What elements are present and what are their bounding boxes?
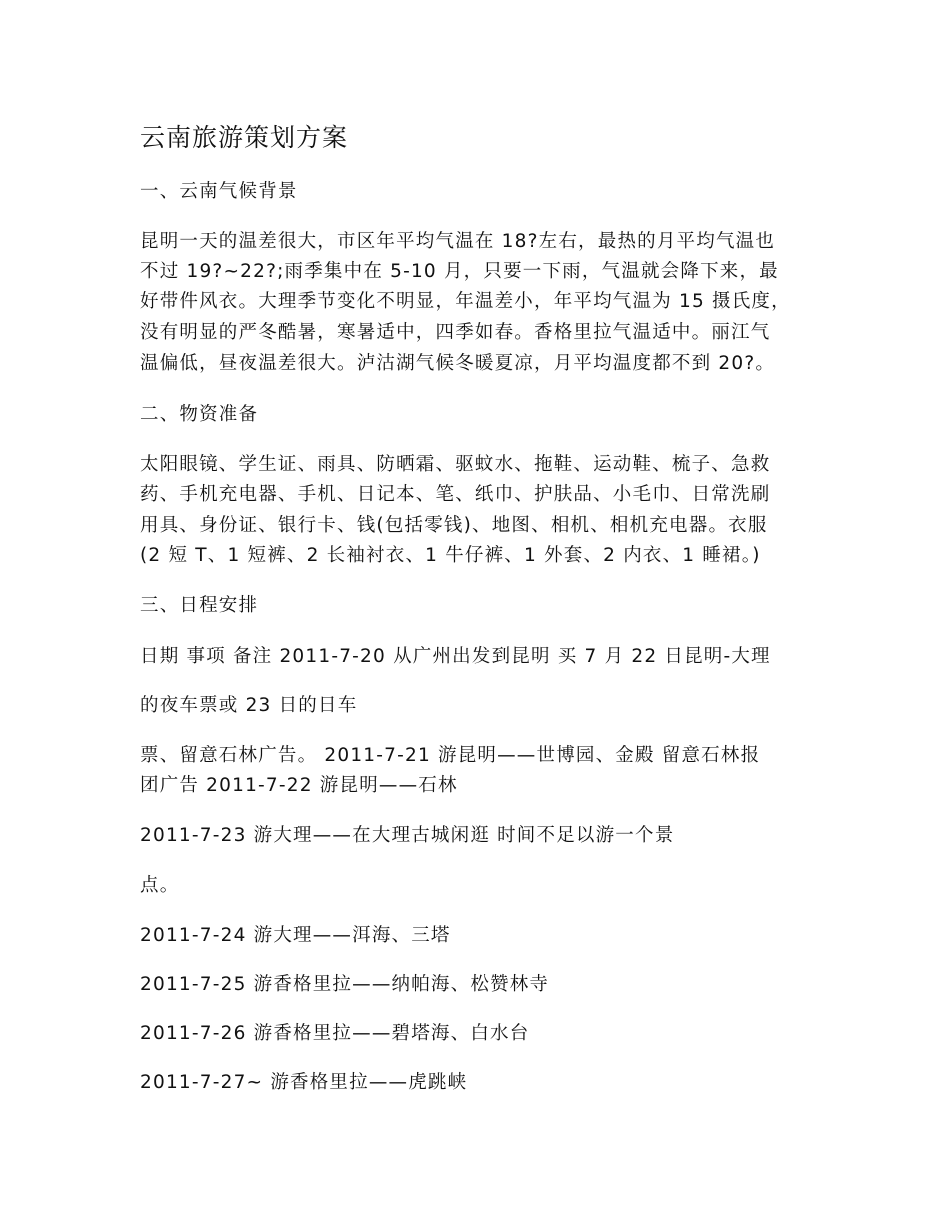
paragraph-line: 昆明一天的温差很大，市区年平均气温在 18?左右，最热的月平均气温也 (140, 231, 776, 252)
document-title: 云南旅游策划方案 (140, 123, 349, 152)
schedule-line: 2011-7-25 游香格里拉——纳帕海、松赞林寺 (140, 974, 550, 995)
section-heading-schedule: 三、日程安排 (140, 595, 259, 616)
paragraph-line: (2 短 T、1 短裤、2 长袖衬衣、1 牛仔裤、1 外套、2 内衣、1 睡裙。) (140, 545, 761, 566)
section-heading-supplies: 二、物资准备 (140, 404, 259, 425)
paragraph-line: 好带件风衣。大理季节变化不明显，年温差小，年平均气温为 15 摄氏度， (140, 291, 791, 312)
schedule-line: 日期 事项 备注 2011-7-20 从广州出发到昆明 买 7 月 22 日昆明-大理 (140, 646, 771, 667)
schedule-line: 的夜车票或 23 日的日车 (140, 695, 358, 716)
schedule-line: 2011-7-26 游香格里拉——碧塔海、白水台 (140, 1023, 530, 1044)
schedule-line: 团广告 2011-7-22 游昆明——石林 (140, 775, 458, 796)
paragraph-line: 不过 19?~22?;雨季集中在 5-10 月，只要一下雨，气温就会降下来，最 (140, 261, 779, 282)
schedule-line: 票、留意石林广告。 2011-7-21 游昆明——世博园、金殿 留意石林报 (140, 745, 761, 766)
section-heading-climate: 一、云南气候背景 (140, 181, 298, 202)
schedule-line: 2011-7-24 游大理——洱海、三塔 (140, 925, 451, 946)
paragraph-line: 用具、身份证、银行卡、钱(包括零钱)、地图、相机、相机充电器。衣服 (140, 515, 768, 536)
paragraph-line: 温偏低，昼夜温差很大。泸沽湖气候冬暖夏凉，月平均温度都不到 20?。 (140, 353, 776, 374)
schedule-line: 2011-7-23 游大理——在大理古城闲逛 时间不足以游一个景 (140, 825, 675, 846)
schedule-line: 点。 (140, 875, 180, 896)
paragraph-line: 药、手机充电器、手机、日记本、笔、纸巾、护肤品、小毛巾、日常洗刷 (140, 484, 771, 505)
schedule-line: 2011-7-27~ 游香格里拉——虎跳峡 (140, 1072, 468, 1093)
paragraph-line: 太阳眼镜、学生证、雨具、防晒霜、驱蚊水、拖鞋、运动鞋、梳子、急救 (140, 454, 771, 475)
paragraph-line: 没有明显的严冬酷暑，寒暑适中，四季如春。香格里拉气温适中。丽江气 (140, 322, 771, 343)
